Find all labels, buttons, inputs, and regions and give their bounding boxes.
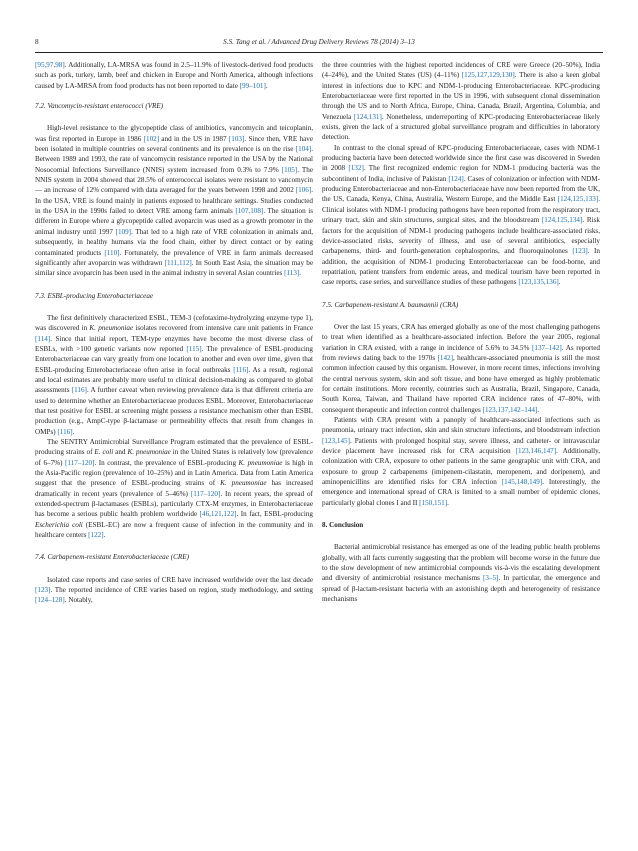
paragraph-vre bbox=[35, 123, 313, 278]
text-run: . Patients with prolonged hospital stay, severe illness, and catheter- or intravascular device placement have increased risk for CRA acquisition bbox=[322, 436, 600, 456]
citation-link[interactable]: [115] bbox=[186, 344, 202, 353]
text-run: Patients with CRA present with a panoply of healthcare-associated infections such as pneumonia, urinary tract infection, skin and skin structure infections, and bloodstream infection bbox=[322, 416, 600, 435]
text-run: The SENTRY Antimicrobial Surveillance Program estimated that the prevalence of ESBL-producing strains of bbox=[35, 438, 313, 457]
text-run: . The NNIS system in 2004 showed that 28.5% of enterococcal isolates were resistant to vancomycin — an increase of 12% compared with data averaged for the years between 1998 and 2002 bbox=[35, 165, 314, 195]
paragraph-cre-continued bbox=[322, 60, 600, 143]
section-heading-7-2: 7.2. Vancomycin-resistant enterococci (VRE) bbox=[35, 102, 164, 111]
paragraph-cra-1 bbox=[322, 322, 600, 415]
text-run: . As a result, regional and local estimates are probably more useful to clinical decision-making as compared to global assessments bbox=[35, 365, 313, 395]
citation-link[interactable]: [150,151] bbox=[419, 498, 448, 507]
text-run: . bbox=[558, 278, 561, 287]
running-title: S.S. Tang et al. / Advanced Drug Delivery Reviews 78 (2014) 3–13 bbox=[223, 38, 415, 46]
citation-link[interactable]: [46,121,122] bbox=[199, 510, 237, 519]
citation-link[interactable]: [123] bbox=[572, 247, 588, 256]
header-rule bbox=[35, 52, 603, 53]
citation-link[interactable]: [104] bbox=[295, 145, 312, 154]
citation-link[interactable]: [117–120] bbox=[65, 458, 95, 467]
citation-link[interactable]: [137–142] bbox=[532, 343, 562, 352]
text-run: . Fortunately, the prevalence of VRE in farm animals decreased significantly after avoparcin was withdrawn bbox=[35, 248, 313, 267]
text-run: isolates recovered from intensive care unit patients in France bbox=[133, 324, 313, 333]
citation-link[interactable]: [110] bbox=[104, 248, 120, 257]
text-run: . Nonetheless, underreporting of KPC-producing Enterobacteriaceae likely exists, given the lack of a structured global surveillance program and difficulties in laboratory detection. bbox=[322, 112, 600, 142]
text-run: Over the last 15 years, CRA has emerged globally as one of the most challenging pathogens to treat when identified as a healthcare-associated infection. Before the year 2005, regional variation in CRA existed, with a range in incidence of 5.6% to 34.5% bbox=[322, 322, 600, 352]
text-run: . Between 1989 and 1993, the rate of vancomycin resistance reported in the USA by the National Nosocomial Infections Surveillance (NNIS) system increased from 0.3% to 7.9% bbox=[35, 145, 313, 174]
section-heading-7-3: 7.3. ESBL-producing Enterobacteriaceae bbox=[35, 291, 154, 300]
text-run: . In particular, the emergence and spread of β-lactam-resistant bacteria with an astonishing depth and heterogeneity of resistance mechanisms bbox=[322, 574, 600, 604]
paragraph-esbl-1 bbox=[35, 313, 313, 437]
text-run: . In the USA, VRE is found mainly in patients exposed to healthcare settings. Studies conducted in the USA in the 1990s failed to detect VRE among farm animals bbox=[35, 186, 313, 216]
text-run: . Risk factors for the acquisition of NDM-1 producing pathogens include healthcare-associated risks, device-associated risks, severity of illness, and use of several antibiotics, especially carbapenems, third- and fourth-generation cephalosporins, and fluoroquinolones bbox=[322, 216, 600, 256]
text-run: . The prevalence of ESBL-producing Enterobacteriaceae can vary greatly from one location to another and even over time, given that ESBL-producing Enterobacteriaceae often arise in focal outbreaks bbox=[35, 344, 313, 374]
paragraph-ndm bbox=[322, 143, 600, 288]
text-run: . In recent years, the spread of extended-spectrum β-lactamases (ESBLs), particularly CTX-M enzymes, in Enterobacteriaceae has become a serious public health problem worldwide bbox=[35, 489, 313, 519]
text-run: . Clinical isolates with NDM-1 producing pathogens have been reported from the respiratory tract, urinary tract, skin and skin structures, surgical sites, and the bloodstream bbox=[322, 195, 600, 225]
italic-term: E. coli bbox=[94, 448, 114, 457]
citation-link[interactable]: [132] bbox=[348, 164, 364, 173]
citation-link[interactable]: [109] bbox=[115, 227, 132, 236]
text-run: . That led to a high rate of VRE colonization in animals and, subsequently, in healthy humans via the food chain, either by direct contact or by eating contaminated products bbox=[35, 227, 313, 257]
text-run: . Additionally, LA-MRSA was found in 2.5–11.9% of livestock-derived food products such as pork, turkey, lamb, beef and chicken in Europe and North America, although infections caused by LA-MRSA from food products has not been reported to date bbox=[35, 61, 313, 90]
citation-link[interactable]: [113] bbox=[284, 269, 300, 278]
citation-link[interactable]: [124–128] bbox=[35, 596, 65, 605]
italic-term: K. pneumoniae bbox=[127, 448, 171, 457]
citation-link[interactable]: [95,97,98] bbox=[35, 61, 65, 69]
citation-link[interactable]: [107,108] bbox=[235, 207, 264, 216]
text-run: . The first recognized endemic region for NDM-1 producing bacteria was the subcontinent of India, inclusive of Pakistan bbox=[322, 164, 600, 183]
citation-link[interactable]: [123] bbox=[35, 586, 51, 595]
text-run: . bbox=[537, 405, 540, 414]
text-run: Bacterial antimicrobial resistance has emerged as one of the leading public health problems globally, with all facts currently suggesting that the problem will become worse in the future due to the slow development of new antimicrobial compounds vis-à-vis the escalating development and diversity of antimicrobial resistance mechanisms bbox=[322, 543, 600, 583]
text-run: (ESBL-EC) are now a frequent cause of infection in the community and in healthcare centers bbox=[35, 520, 313, 540]
text-run: . Additionally, colonization with CRA, exposure to other patients in the same geographic unit with CRA, and exposure to group 2 carbapenems (imipenem-cilastatin, meropenem, and doripenem), and aminopenicillins are identified risks for CRA infection bbox=[322, 447, 600, 487]
text-run: . Since that initial report, TEM-type enzymes have become the most diverse class of ESBLs, with >100 genetic variants now reported bbox=[35, 334, 313, 353]
text-run: . Interestingly, the emergence and international spread of CRA is limited to a small number of epidemic clones, particularly global clones I and II bbox=[322, 478, 600, 507]
paragraph-intro-continued bbox=[35, 60, 313, 91]
text-run: , healthcare-associated pneumonia is still the most common infection caused by this organism. However, in more recent times, infections involving the central nervous system, skin and soft tissue, and bone have emerged as highly problematic for certain institutions. More recently, countries such as Australia, Brazil, Singapore, Canada, South Korea, Taiwan, and Thailand have reported CRA incidence rates of 47–80%, with consequent therapeutic and infection control challenges bbox=[322, 353, 601, 414]
citation-link[interactable]: [106] bbox=[295, 186, 312, 195]
citation-link[interactable]: [3–5] bbox=[482, 574, 499, 583]
text-run: . The situation is different in Europe where a glycopeptide called avoparcin was used as a growth promoter in the animal industry until 1997 bbox=[35, 207, 313, 236]
citation-link[interactable]: [105] bbox=[281, 165, 298, 174]
text-run: the three countries with the highest reported incidences of CRE were Greece (20–50%), India (4–24%), and the United States (US) (4–11%) bbox=[322, 61, 600, 80]
text-run: . bbox=[103, 531, 106, 540]
citation-link[interactable]: [111,112] bbox=[164, 258, 192, 267]
text-run: and in the US in 1987 bbox=[159, 134, 229, 143]
text-run: . As reported from reviews dating back to the 1970s bbox=[322, 343, 600, 362]
text-run: In contrast to the clonal spread of KPC-producing Enterobacteriaceae, cases with NDM-1 producing bacteria have been detected worldwide since the first case was discovered in Sweden in 2008 bbox=[322, 143, 600, 173]
text-run: . In South East Asia, the situation may be similar since avoparcin has been used in the animal industry in several Asian countries bbox=[35, 258, 313, 278]
text-run: . bbox=[299, 269, 302, 278]
citation-link[interactable]: [116] bbox=[57, 427, 73, 436]
italic-term: K. pneumoniae bbox=[220, 479, 267, 488]
page-number: 8 bbox=[35, 38, 39, 46]
citation-link[interactable]: [122] bbox=[88, 531, 104, 540]
text-run: . In fact, ESBL-producing bbox=[236, 510, 313, 519]
text-run: . A further caveat when reviewing prevalence data is that different criteria are used to determine whether an Enterobacteriaceae produces ESBL. Moreover, Enterobacteriaceae that test positive for ESBL at screening might possess a resistance mechanism other than ESBL production (e.g., AmpC-type β-lactamase or permeability effects that result from changes in OMPs) bbox=[35, 386, 314, 436]
citation-link[interactable]: [123,135,136] bbox=[518, 278, 559, 287]
running-header bbox=[35, 38, 603, 52]
text-run: in the United States is relatively low (prevalence of 6–7%) bbox=[35, 448, 313, 467]
section-heading-7-4: 7.4. Carbapenem-resistant Enterobacteriaceae (CRE) bbox=[35, 553, 189, 562]
citation-link[interactable]: [145,148,149] bbox=[501, 478, 543, 487]
paragraph-cra-2 bbox=[322, 415, 600, 508]
text-run: has increased dramatically in recent years (prevalence of 5–46%) bbox=[35, 479, 314, 498]
citation-link[interactable]: [117–120] bbox=[190, 489, 221, 498]
text-run: . There is also a keen global interest in infections due to KPC and NDM-1-producing Enterobacteriaceae. KPC-producing Enterobacteriaceae were first reported in the US in 1996, with subsequent clonal dissemination through the US and to North Africa, Europe, China, Canada, Brazil, Argentina, Columbia, and Venezuela bbox=[322, 71, 600, 121]
left-column bbox=[35, 60, 313, 606]
text-run: The first definitively characterized ESBL, TEM-3 (cefotaxime-hydrolyzing enzyme type 1), was discovered in bbox=[35, 313, 313, 333]
text-run: is high in the Asia-Pacific region (prevalence of 10–25%) and in Latin America. Data from Latin America suggest that the presence of ESBL-producing strains of bbox=[35, 458, 313, 488]
italic-term: K. pneumoniae bbox=[89, 324, 134, 333]
text-run: . In addition, the acquisition of NDM-1 producing Enterobacteriaceae can be food-borne, and repatriation, patient transfers from endemic areas, and medical tourism have been reported in case reports, case series, and surveillance studies of these pathogens bbox=[322, 247, 600, 287]
section-heading-7-5: 7.5. Carbapenem-resistant A. baumannii (CRA) bbox=[322, 300, 459, 309]
citation-link[interactable]: [114] bbox=[35, 334, 51, 343]
text-run: Isolated case reports and case series of CRE have increased worldwide over the last decade bbox=[47, 575, 313, 584]
citation-link[interactable]: [116] bbox=[233, 365, 249, 374]
citation-link[interactable]: [124,125,133] bbox=[557, 195, 599, 204]
text-run: . The reported incidence of CRE varies based on region, study methodology, and setting bbox=[50, 586, 313, 595]
italic-term: K. pneumoniae bbox=[238, 458, 283, 467]
citation-link[interactable]: [103] bbox=[228, 134, 245, 143]
citation-link[interactable]: [123,146,147] bbox=[515, 447, 557, 456]
text-run: . bbox=[265, 81, 268, 90]
section-heading-8: 8. Conclusion bbox=[322, 521, 364, 530]
paragraph-cre-1 bbox=[35, 575, 313, 606]
right-column bbox=[322, 60, 600, 605]
citation-link[interactable]: [123,145] bbox=[322, 436, 350, 445]
citation-link[interactable]: [99–101] bbox=[239, 81, 266, 90]
citation-link[interactable]: [123,137,142–144] bbox=[482, 405, 538, 414]
citation-link[interactable]: [124,125,134] bbox=[541, 216, 583, 225]
text-run: . Cases of colonization or infection with NDM-producing Enterobacteriaceae and non-Enterobacteriaceae have now been reported from the UK, the US, Canada, Kenya, China, Australia, Western Europe, and the Middle East bbox=[322, 174, 600, 204]
citation-link[interactable]: [125,127,129,130] bbox=[461, 71, 515, 80]
text-run: . Notably, bbox=[64, 596, 93, 605]
text-run: . bbox=[447, 498, 449, 507]
citation-link[interactable]: [116] bbox=[71, 386, 87, 395]
paragraph-conclusion bbox=[322, 542, 600, 604]
text-run: . Since then, VRE have been isolated in multiple countries on several continents and its prevalence is on the rise bbox=[35, 134, 313, 154]
citation-link[interactable]: [102] bbox=[143, 134, 160, 143]
citation-link[interactable]: [142] bbox=[437, 353, 453, 362]
text-run: . bbox=[72, 427, 75, 436]
text-run: . In contrast, the prevalence of ESBL-producing bbox=[94, 458, 239, 467]
paragraph-esbl-2 bbox=[35, 437, 313, 540]
italic-term: Escherichia coli bbox=[35, 520, 83, 529]
citation-link[interactable]: [124,131] bbox=[353, 112, 382, 121]
text-run: High-level resistance to the glycopeptide class of antibiotics, vancomycin and teicoplanin, was first reported in Europe in 1986 bbox=[35, 124, 313, 143]
text-run: and bbox=[113, 448, 128, 457]
citation-link[interactable]: [124] bbox=[448, 174, 464, 183]
